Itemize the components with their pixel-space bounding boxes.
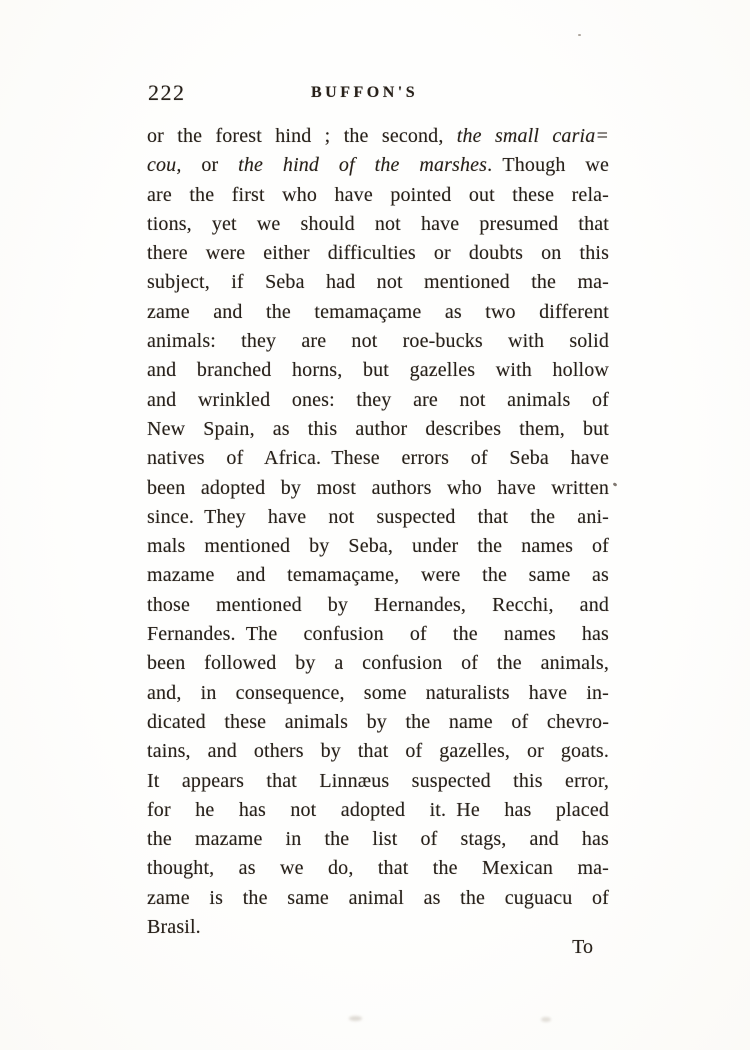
text-line bbox=[147, 620, 609, 649]
text-line bbox=[147, 796, 609, 825]
ink-speck bbox=[578, 34, 581, 36]
text-line bbox=[147, 415, 609, 444]
roman-text: animals: they are not roe-bucks with solid bbox=[147, 330, 609, 353]
roman-text: there were either difficulties or doubts on this bbox=[147, 242, 609, 265]
roman-text: been followed by a confusion of the animals, bbox=[147, 652, 609, 675]
scan-smudge bbox=[349, 1016, 362, 1021]
roman-text: been adopted by most authors who have written bbox=[147, 476, 609, 499]
text-line bbox=[147, 561, 609, 590]
text-line bbox=[147, 181, 609, 210]
italic-text: the hind of the marshes bbox=[238, 154, 488, 177]
text-line bbox=[147, 884, 609, 913]
roman-text: for he has not adopted it. He has placed bbox=[147, 798, 609, 821]
text-line bbox=[147, 825, 609, 854]
roman-text: . Though we bbox=[487, 154, 610, 177]
text-line bbox=[147, 122, 609, 151]
catchword-row bbox=[147, 936, 609, 959]
roman-text: It appears that Linnæus suspected this error, bbox=[147, 769, 609, 792]
text-line bbox=[147, 854, 609, 883]
roman-text: zame and the temamaçame as two different bbox=[147, 300, 609, 323]
roman-text: Brasil. bbox=[147, 916, 201, 939]
text-line bbox=[147, 210, 609, 239]
roman-text: those mentioned by Hernandes, Recchi, and bbox=[147, 593, 609, 616]
text-line bbox=[147, 356, 609, 385]
roman-text: and, in consequence, some naturalists have in- bbox=[147, 681, 609, 704]
roman-text: and wrinkled ones: they are not animals of bbox=[147, 388, 609, 411]
text-line bbox=[147, 298, 609, 327]
text-line bbox=[147, 649, 609, 678]
text-line bbox=[147, 268, 609, 297]
text-line bbox=[147, 532, 609, 561]
text-line bbox=[147, 737, 609, 766]
roman-text: mazame and temamaçame, were the same as bbox=[147, 564, 609, 587]
text-line bbox=[147, 386, 609, 415]
roman-text: tions, yet we should not have presumed that bbox=[147, 212, 609, 235]
page-number: 222 bbox=[148, 80, 186, 105]
text-line bbox=[147, 591, 609, 620]
roman-text: or the forest hind ; the second, bbox=[147, 125, 457, 147]
scan-smudge bbox=[541, 1017, 551, 1022]
roman-text: the mazame in the list of stags, and has bbox=[147, 828, 609, 851]
roman-text: or bbox=[181, 154, 239, 177]
roman-text: dicated these animals by the name of chevro- bbox=[147, 710, 609, 733]
roman-text: mals mentioned by Seba, under the names of bbox=[147, 535, 609, 558]
running-header: BUFFON'S bbox=[311, 84, 419, 101]
roman-text: tains, and others by that of gazelles, or goats. bbox=[147, 740, 609, 763]
text-line bbox=[147, 767, 609, 796]
roman-text: New Spain, as this author describes them, but bbox=[147, 417, 609, 440]
text-line bbox=[147, 239, 609, 268]
ink-speck bbox=[613, 482, 618, 487]
roman-text: since. They have not suspected that the ani- bbox=[147, 505, 609, 528]
roman-text: subject, if Seba had not mentioned the ma- bbox=[147, 271, 609, 294]
text-line bbox=[147, 708, 609, 737]
roman-text: natives of Africa. These errors of Seba have bbox=[147, 447, 609, 470]
body-text bbox=[147, 122, 609, 942]
text-line bbox=[147, 503, 609, 532]
roman-text: thought, as we do, that the Mexican ma- bbox=[147, 857, 609, 880]
roman-text: Fernandes. The confusion of the names has bbox=[147, 623, 609, 646]
text-line bbox=[147, 679, 609, 708]
italic-text: the small caria= bbox=[456, 125, 610, 147]
text-line bbox=[147, 151, 609, 180]
roman-text: are the first who have pointed out these rela- bbox=[147, 183, 609, 206]
catchword: To bbox=[572, 936, 593, 958]
italic-text: cou, bbox=[147, 154, 182, 177]
roman-text: zame is the same animal as the cuguacu of bbox=[147, 886, 609, 909]
text-line bbox=[147, 444, 609, 473]
text-line bbox=[147, 327, 609, 356]
roman-text: and branched horns, but gazelles with hollow bbox=[147, 359, 609, 382]
text-line bbox=[147, 474, 609, 503]
